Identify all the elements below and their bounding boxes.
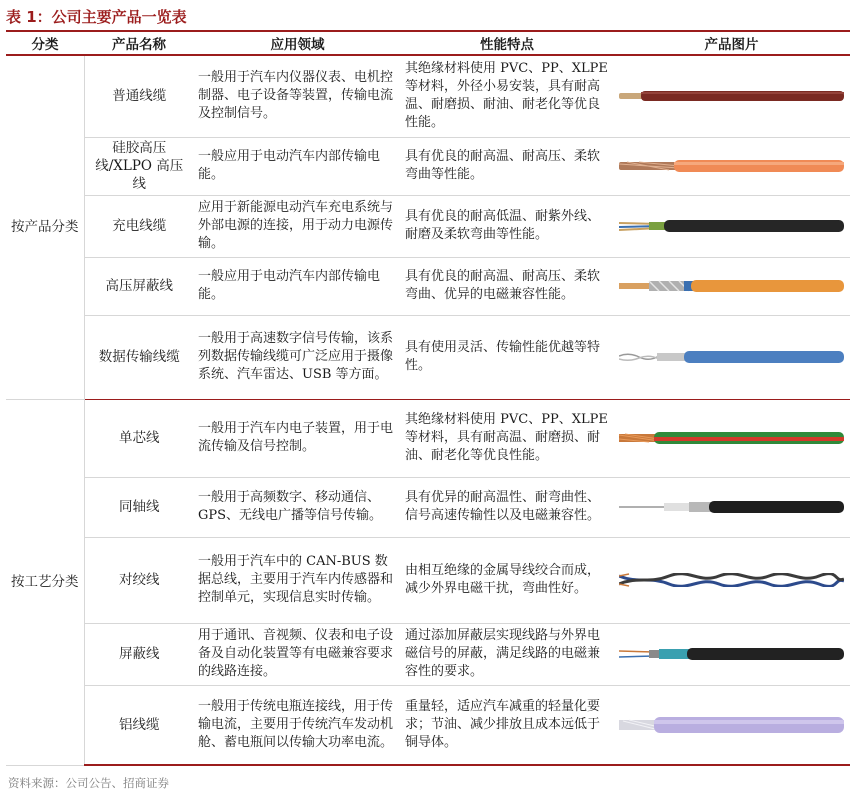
product-name: 普通线缆 <box>84 55 194 137</box>
features-text: 重量轻，适应汽车减重的轻量化要求；节油、减少排放且成本远低于铜导体。 <box>401 685 613 765</box>
silicone-hv-cable-image <box>619 159 844 173</box>
application-text: 一般用于高速数字信号传输，该系列数据传输线缆可广泛应用于摄像系统、汽车雷达、USB 等方面。 <box>194 315 401 399</box>
table-row <box>6 477 850 537</box>
features-text: 具有使用灵活、传输性能优越等特性。 <box>401 315 613 399</box>
application-text: 一般用于汽车中的 CAN-BUS 数据总线，主要用于汽车内传感器和控制单元，实现信息实时传输。 <box>194 537 401 623</box>
table-row <box>6 685 850 765</box>
table-row <box>6 537 850 623</box>
product-table <box>6 30 850 766</box>
application-text: 一般用于传统电瓶连接线，用于传输电流，主要用于传统汽车发动机舱、蓄电瓶间以传输大功率电流。 <box>194 685 401 765</box>
product-image-cell <box>613 399 850 477</box>
application-text: 一般用于汽车内电子装置，用于电流传输及信号控制。 <box>194 399 401 477</box>
product-name: 同轴线 <box>84 477 194 537</box>
data-cable-image <box>619 350 844 364</box>
table-row <box>6 257 850 315</box>
features-text: 其绝缘材料使用 PVC、PP、XLPE 等材料，外径小易安装，具有耐高温、耐磨损、耐油、耐老化等优良性能。 <box>401 55 613 137</box>
features-text: 由相互绝缘的金属导线绞合而成，减少外界电磁干扰，弯曲性好。 <box>401 537 613 623</box>
application-text: 一般用于汽车内仪器仪表、电机控制器、电子设备等装置，传输电流及控制信号。 <box>194 55 401 137</box>
product-image-cell <box>613 685 850 765</box>
product-image-cell <box>613 537 850 623</box>
table-row <box>6 55 850 137</box>
shielded-wire-image <box>619 647 844 661</box>
twisted-pair-image <box>619 573 844 587</box>
application-text: 应用于新能源电动汽车充电系统与外部电源的连接，用于动力电源传输。 <box>194 195 401 257</box>
header-product-image: 产品图片 <box>613 31 850 55</box>
features-text: 具有优良的耐高温、耐高压、柔软弯曲、优异的电磁兼容性能。 <box>401 257 613 315</box>
features-text: 具有优异的耐高温性、耐弯曲性、信号高速传输性以及电磁兼容性。 <box>401 477 613 537</box>
product-name: 数据传输线缆 <box>84 315 194 399</box>
table-row <box>6 623 850 685</box>
table-title: 表 1：公司主要产品一览表 <box>6 8 187 26</box>
category-cell: 按产品分类 <box>6 55 84 399</box>
table-row <box>6 399 850 477</box>
coaxial-cable-image <box>619 500 844 514</box>
features-text: 具有优良的耐高低温、耐紫外线、耐磨及柔软弯曲等性能。 <box>401 195 613 257</box>
product-name: 硅胶高压线/XLPO 高压线 <box>84 137 194 195</box>
plain-cable-image <box>619 89 844 103</box>
table-row <box>6 137 850 195</box>
product-image-cell <box>613 623 850 685</box>
product-name: 充电线缆 <box>84 195 194 257</box>
product-image-cell <box>613 315 850 399</box>
application-text: 一般应用于电动汽车内部传输电能。 <box>194 257 401 315</box>
application-text: 一般应用于电动汽车内部传输电能。 <box>194 137 401 195</box>
application-text: 用于通讯、音视频、仪表和电子设备及自动化装置等有电磁兼容要求的线路连接。 <box>194 623 401 685</box>
header-features: 性能特点 <box>401 31 613 55</box>
features-text: 具有优良的耐高温、耐高压、柔软弯曲等性能。 <box>401 137 613 195</box>
product-name: 对绞线 <box>84 537 194 623</box>
table-row <box>6 315 850 399</box>
product-name: 铝线缆 <box>84 685 194 765</box>
header-application: 应用领域 <box>194 31 401 55</box>
product-image-cell <box>613 55 850 137</box>
aluminum-cable-image <box>619 716 844 734</box>
header-category: 分类 <box>6 31 84 55</box>
product-name: 屏蔽线 <box>84 623 194 685</box>
header-row <box>6 31 850 55</box>
single-core-wire-image <box>619 431 844 445</box>
category-cell: 按工艺分类 <box>6 399 84 765</box>
hv-shielded-cable-image <box>619 279 844 293</box>
features-text: 其绝缘材料使用 PVC、PP、XLPE 等材料，具有耐高温、耐磨损、耐油、耐老化等优良性能。 <box>401 399 613 477</box>
table-row <box>6 195 850 257</box>
product-name: 单芯线 <box>84 399 194 477</box>
application-text: 一般用于高频数字、移动通信、GPS、无线电广播等信号传输。 <box>194 477 401 537</box>
product-image-cell <box>613 137 850 195</box>
features-text: 通过添加屏蔽层实现线路与外界电磁信号的屏蔽，满足线路的电磁兼容性的要求。 <box>401 623 613 685</box>
charging-cable-image <box>619 219 844 233</box>
product-image-cell <box>613 477 850 537</box>
product-name: 高压屏蔽线 <box>84 257 194 315</box>
product-image-cell <box>613 257 850 315</box>
header-product-name: 产品名称 <box>84 31 194 55</box>
source-note: 资料来源：公司公告、招商证券 <box>8 776 169 790</box>
product-image-cell <box>613 195 850 257</box>
